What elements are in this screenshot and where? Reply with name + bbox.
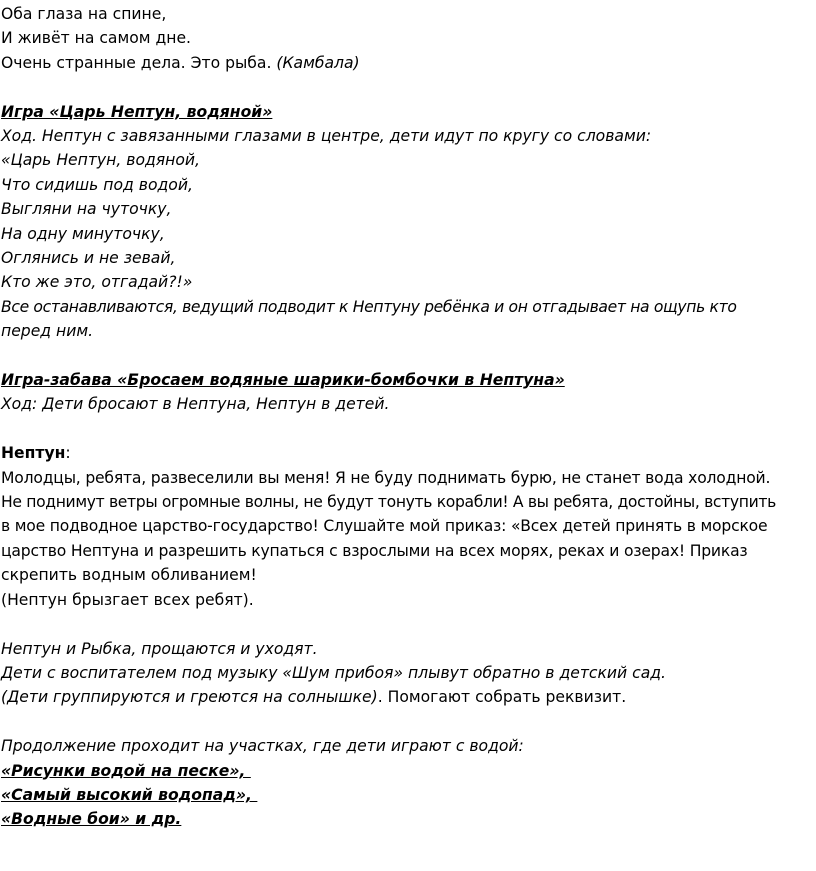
verse-line: Оглянись и не зевай, (1, 249, 176, 268)
riddle-line (1, 51, 809, 75)
game-rule: перед ним. (1, 322, 94, 341)
ending-plain: . Помогают собрать реквизит. (377, 688, 627, 707)
verse-line: На одну минуточку, (1, 224, 165, 243)
speaker-line (1, 441, 809, 465)
speaker-name: Нептун (1, 444, 66, 463)
stage-direction: (Нептун брызгает всех ребят). (1, 590, 254, 609)
paragraph-gap (1, 710, 809, 734)
document-body (1, 2, 809, 832)
ending-line: Нептун и Рыбка, прощаются и уходят. (1, 639, 318, 658)
paragraph-gap (1, 612, 809, 636)
game-title: Игра «Царь Нептун, водяной» (1, 102, 273, 121)
riddle-text: Очень странные дела. Это рыба. (1, 53, 277, 72)
ending-line: Дети с воспитателем под музыку «Шум прибоя» плывут обратно в детский сад. (1, 663, 666, 682)
verse-line: Выгляни на чуточку, (1, 200, 172, 219)
speech-line: царство Нептуна и разрешить купаться с взрослыми на всех морях, реках и озерах! Приказ (1, 541, 748, 560)
speech-line: Молодцы, ребята, развеселили вы меня! Я не буду поднимать бурю, не станет вода холодной. (1, 468, 771, 487)
riddle-line: И живёт на самом дне. (1, 29, 192, 48)
paragraph-gap (1, 75, 809, 99)
verse-line: Что сидишь под водой, (1, 175, 193, 194)
paragraph-gap (1, 417, 809, 441)
ending-italic: (Дети группируются и греются на солнышке) (1, 688, 378, 707)
paragraph-gap (1, 344, 809, 368)
activity-item: «Водные бои» и др. (1, 810, 182, 829)
game-rule: Все останавливаются, ведущий подводит к Нептуну ребёнка и он отгадывает на ощупь кто (1, 297, 737, 316)
verse-line: «Царь Нептун, водяной, (1, 151, 200, 170)
riddle-answer: (Камбала) (276, 53, 360, 72)
speech-line: в мое подводное царство-государство! Слушайте мой приказ: «Всех детей принять в морское (1, 517, 768, 536)
game-instruction: Ход. Нептун с завязанными глазами в центре, дети идут по кругу со словами: (1, 127, 652, 146)
game-title: Игра-забава «Бросаем водяные шарики-бомбочки в Нептуна» (1, 371, 565, 390)
verse-line: Кто же это, отгадай?!» (1, 273, 193, 292)
game-instruction: Ход: Дети бросают в Нептуна, Нептун в детей. (1, 395, 390, 414)
continuation-intro: Продолжение проходит на участках, где дети играют с водой: (1, 737, 524, 756)
ending-line (1, 685, 809, 709)
speaker-colon: : (65, 444, 71, 463)
activity-item: «Самый высокий водопад», (1, 785, 258, 804)
riddle-line: Оба глаза на спине, (1, 5, 167, 23)
speech-line: скрепить водным обливанием! (1, 566, 257, 585)
speech-line: Не поднимут ветры огромные волны, не будут тонуть корабли! А вы ребята, достойны, вступить (1, 493, 776, 512)
activity-item: «Рисунки водой на песке», (1, 761, 251, 780)
